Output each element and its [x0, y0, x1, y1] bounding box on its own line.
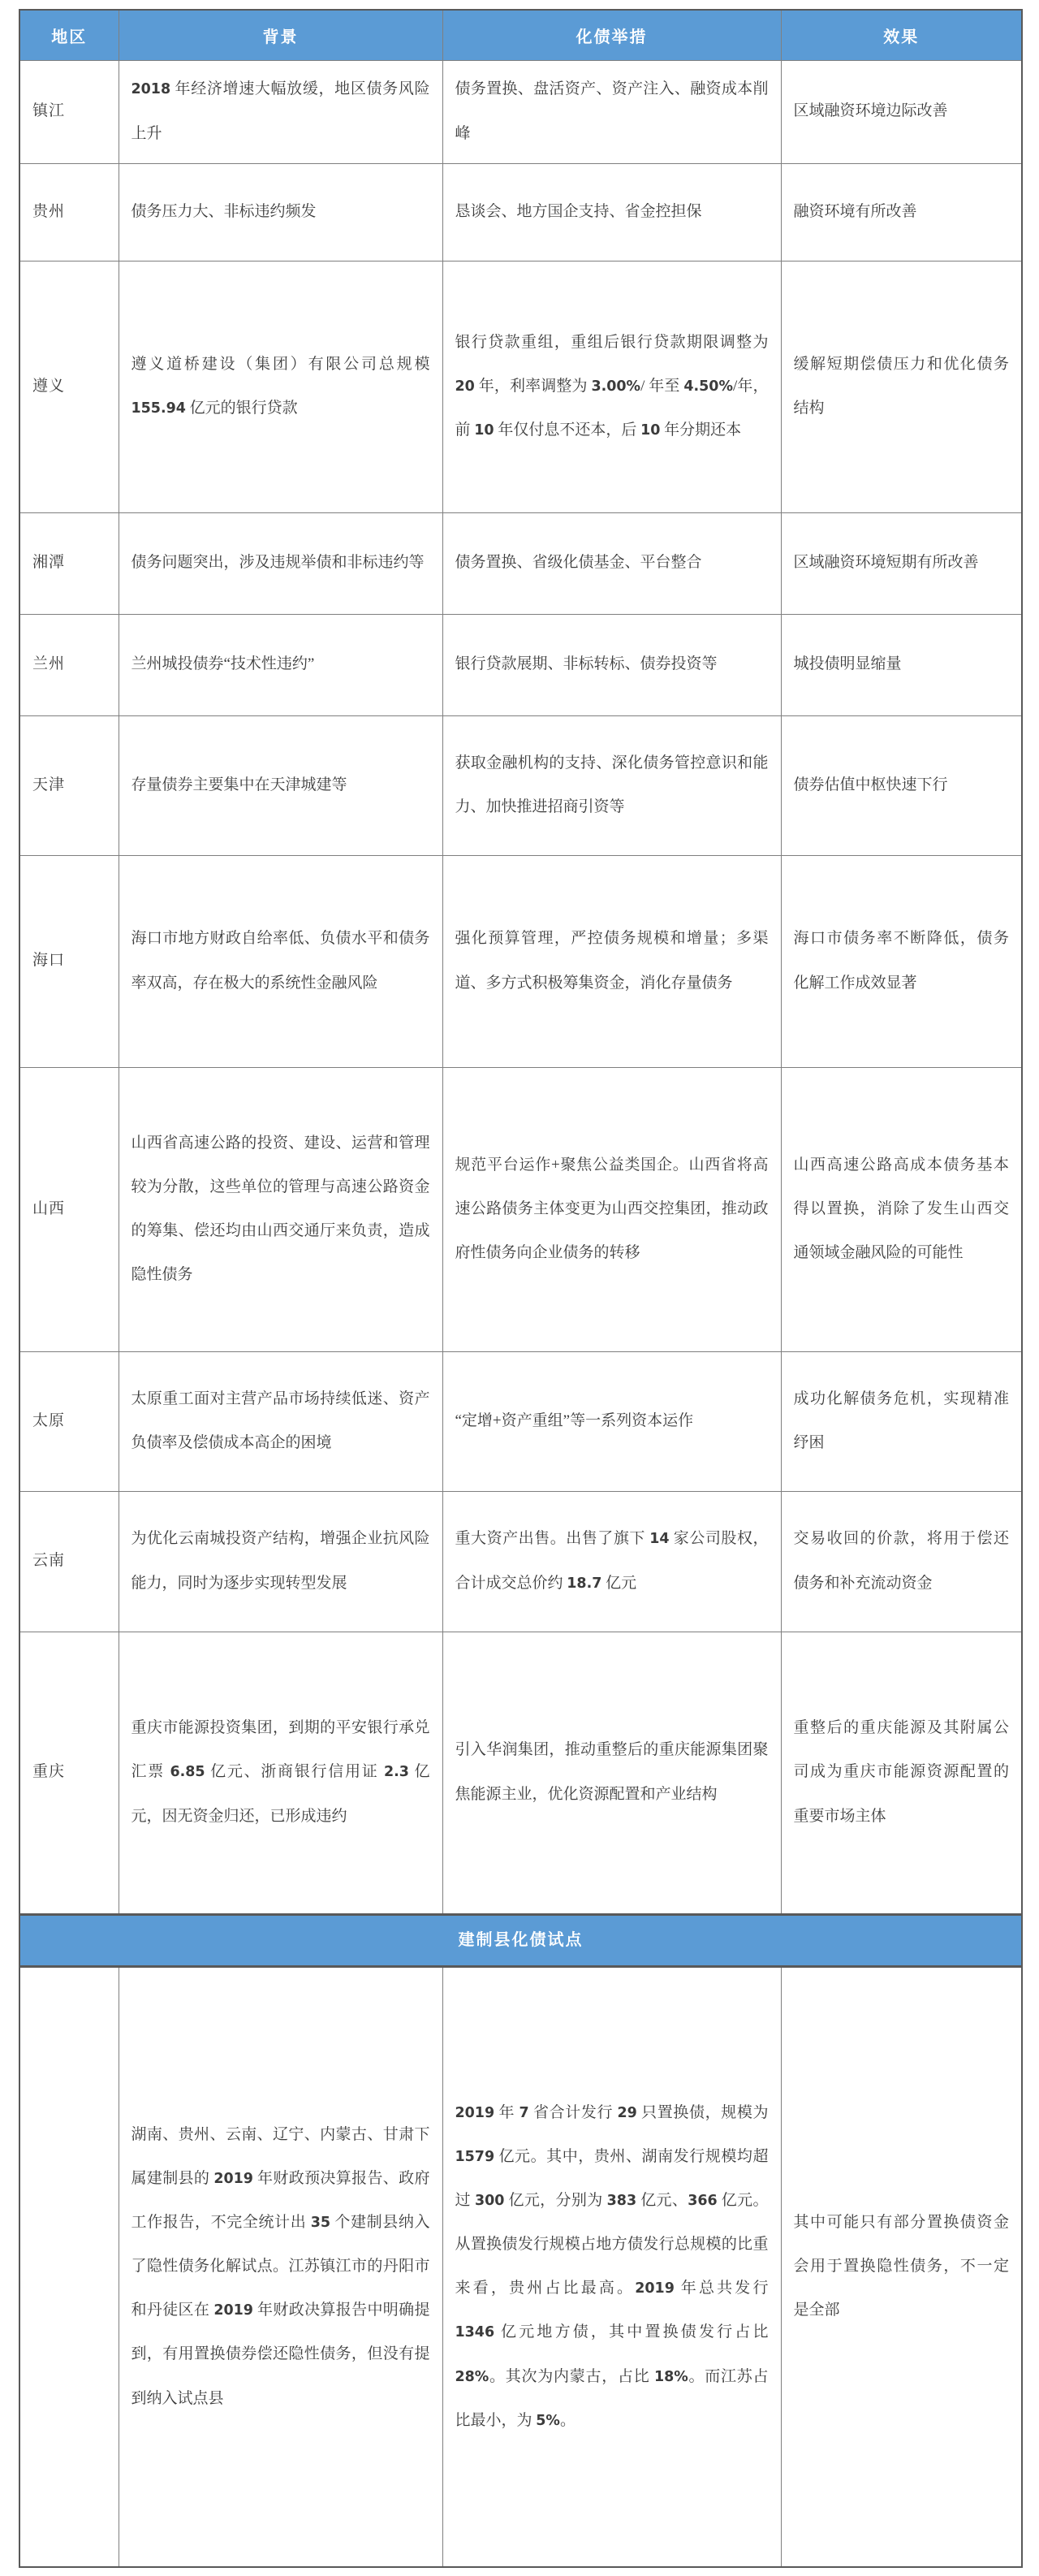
column-header-effect: 效果: [781, 10, 1022, 60]
cell-region: 太原: [19, 1351, 119, 1491]
cell-measures: 2019 年 7 省合计发行 29 只置换债，规模为 1579 亿元。其中，贵州、湖南发行规模均超过 300 亿元，分别为 383 亿元、366 亿元。从置换债发行规模占地方债发行总规模的比重来看，贵州占比最高。2019 年总共发行 1346 亿元地方债，其中置换债发行占比 28%。其次为内蒙古，占比 18%。而江苏占比最小，为 5%。: [442, 1966, 781, 2567]
cell-background: 兰州城投债券“技术性违约”: [119, 614, 442, 715]
cell-measures: 债务置换、盘活资产、资产注入、融资成本削峰: [442, 60, 781, 163]
table-row: [19, 1351, 1022, 1491]
cell-measures: “定增+资产重组”等一系列资本运作: [442, 1351, 781, 1491]
cell-measures: 重大资产出售。出售了旗下 14 家公司股权，合计成交总价约 18.7 亿元: [442, 1491, 781, 1632]
cell-measures: 银行贷款重组，重组后银行贷款期限调整为 20 年，利率调整为 3.00%/ 年至 4.50%/年，前 10 年仅付息不还本，后 10 年分期还本: [442, 261, 781, 512]
section-band-title: 建制县化债试点: [19, 1914, 1022, 1966]
cell-region: 贵州: [19, 163, 119, 261]
cell-effect: 债券估值中枢快速下行: [781, 715, 1022, 855]
cell-effect: 城投债明显缩量: [781, 614, 1022, 715]
cell-region: 海口: [19, 855, 119, 1067]
cell-measures: 规范平台运作+聚焦公益类国企。山西省将高速公路债务主体变更为山西交控集团，推动政府性债务向企业债务的转移: [442, 1067, 781, 1351]
cell-effect: 海口市债务率不断降低，债务化解工作成效显著: [781, 855, 1022, 1067]
cell-region: 镇江: [19, 60, 119, 163]
cell-region: 天津: [19, 715, 119, 855]
cell-effect: 区域融资环境边际改善: [781, 60, 1022, 163]
cell-background: 为优化云南城投资产结构，增强企业抗风险能力，同时为逐步实现转型发展: [119, 1491, 442, 1632]
column-header-background: 背景: [119, 10, 442, 60]
column-header-region: 地区: [19, 10, 119, 60]
table-row: [19, 715, 1022, 855]
cell-measures: 恳谈会、地方国企支持、省金控担保: [442, 163, 781, 261]
cell-region: 遵义: [19, 261, 119, 512]
cell-effect: 融资环境有所改善: [781, 163, 1022, 261]
cell-background: 2018 年经济增速大幅放缓，地区债务风险上升: [119, 60, 442, 163]
cell-background: 重庆市能源投资集团，到期的平安银行承兑汇票 6.85 亿元、浙商银行信用证 2.3 亿元，因无资金归还，已形成违约: [119, 1632, 442, 1914]
cell-background: 债务压力大、非标违约频发: [119, 163, 442, 261]
table-row: [19, 614, 1022, 715]
cell-effect: 区域融资环境短期有所改善: [781, 512, 1022, 614]
cell-effect: 其中可能只有部分置换债资金会用于置换隐性债务，不一定是全部: [781, 1966, 1022, 2567]
table-row: [19, 60, 1022, 163]
header-row: [19, 10, 1022, 60]
cell-measures: 强化预算管理，严控债务规模和增量；多渠道、多方式积极筹集资金，消化存量债务: [442, 855, 781, 1067]
table-row: [19, 163, 1022, 261]
table-row: [19, 1491, 1022, 1632]
cell-background: 债务问题突出，涉及违规举债和非标违约等: [119, 512, 442, 614]
table-row: [19, 261, 1022, 512]
cell-effect: 成功化解债务危机，实现精准纾困: [781, 1351, 1022, 1491]
cell-effect: 交易收回的价款，将用于偿还债务和补充流动资金: [781, 1491, 1022, 1632]
table-row: [19, 855, 1022, 1067]
table-row: [19, 512, 1022, 614]
table-row: [19, 1067, 1022, 1351]
table-row-pilot: [19, 1966, 1022, 2567]
cell-region: 兰州: [19, 614, 119, 715]
table-header: [19, 10, 1022, 60]
cell-measures: 银行贷款展期、非标转标、债券投资等: [442, 614, 781, 715]
cell-background: 山西省高速公路的投资、建设、运营和管理较为分散，这些单位的管理与高速公路资金的筹集、偿还均由山西交通厅来负责，造成隐性债务: [119, 1067, 442, 1351]
cell-background: 遵义道桥建设（集团）有限公司总规模 155.94 亿元的银行贷款: [119, 261, 442, 512]
cell-background: 海口市地方财政自给率低、负债水平和债务率双高，存在极大的系统性金融风险: [119, 855, 442, 1067]
cell-background: 湖南、贵州、云南、辽宁、内蒙古、甘肃下属建制县的 2019 年财政预决算报告、政府工作报告，不完全统计出 35 个建制县纳入了隐性债务化解试点。江苏镇江市的丹阳市和丹徒区在 2019 年财政决算报告中明确提到，有用置换债券偿还隐性债务，但没有提到纳入试点县: [119, 1966, 442, 2567]
cell-effect: 缓解短期偿债压力和优化债务结构: [781, 261, 1022, 512]
cell-region: 重庆: [19, 1632, 119, 1914]
column-header-measures: 化债举措: [442, 10, 781, 60]
cell-effect: 山西高速公路高成本债务基本得以置换，消除了发生山西交通领域金融风险的可能性: [781, 1067, 1022, 1351]
cell-background: 存量债券主要集中在天津城建等: [119, 715, 442, 855]
debt-resolution-table: [19, 9, 1023, 2568]
table-row: [19, 1632, 1022, 1914]
cell-measures: 获取金融机构的支持、深化债务管控意识和能力、加快推进招商引资等: [442, 715, 781, 855]
section-band-row: [19, 1914, 1022, 1966]
table-body: [19, 60, 1022, 2567]
cell-region: 湘潭: [19, 512, 119, 614]
cell-background: 太原重工面对主营产品市场持续低迷、资产负债率及偿债成本高企的困境: [119, 1351, 442, 1491]
cell-region: [19, 1966, 119, 2567]
cell-region: 云南: [19, 1491, 119, 1632]
cell-measures: 债务置换、省级化债基金、平台整合: [442, 512, 781, 614]
cell-region: 山西: [19, 1067, 119, 1351]
cell-effect: 重整后的重庆能源及其附属公司成为重庆市能源资源配置的重要市场主体: [781, 1632, 1022, 1914]
cell-measures: 引入华润集团，推动重整后的重庆能源集团聚焦能源主业，优化资源配置和产业结构: [442, 1632, 781, 1914]
